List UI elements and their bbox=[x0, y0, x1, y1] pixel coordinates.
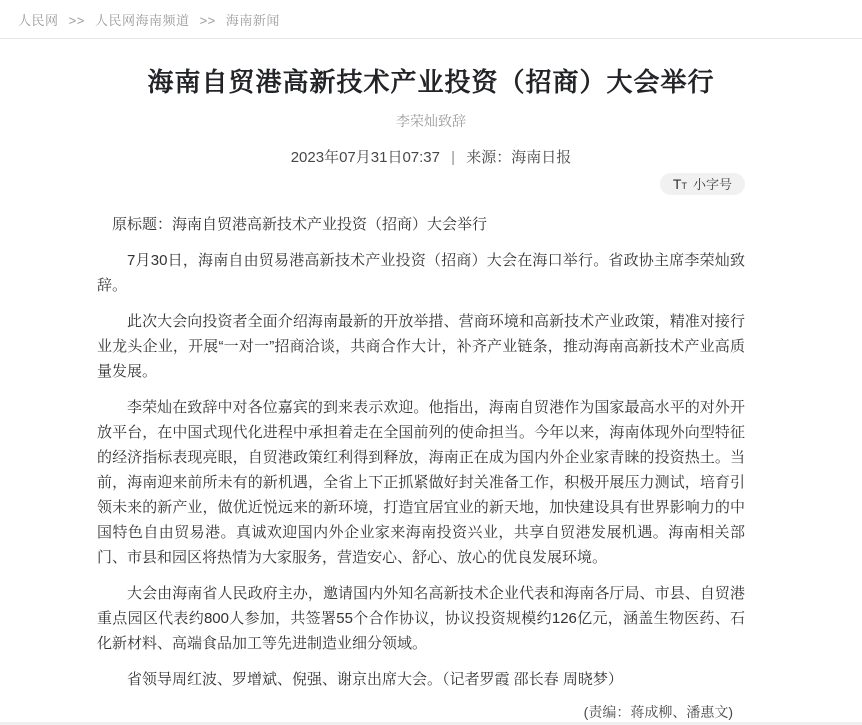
breadcrumb bbox=[0, 0, 862, 39]
meta-separator: | bbox=[451, 149, 456, 166]
article-meta bbox=[0, 146, 862, 167]
article-subtitle: 李荣灿致辞 bbox=[396, 113, 466, 129]
publish-time: 2023年07月31日07:37 bbox=[290, 149, 440, 166]
font-size-button[interactable] bbox=[660, 173, 745, 195]
font-size-icon: TT bbox=[672, 176, 687, 192]
article-content bbox=[97, 173, 745, 722]
page-title: 海南自贸港高新技术产业投资（招商）大会举行 bbox=[147, 67, 715, 97]
article-paragraph-2: 此次大会向投资者全面介绍海南最新的开放举措、营商环境和高新技术产业政策，精准对接行业龙头企业，开展“一对一”招商洽谈，共商合作大计，补齐产业链条，推动海南高新技术产业高质量发展。 bbox=[97, 313, 745, 380]
breadcrumb-link-hainan-channel[interactable]: 人民网海南频道 bbox=[94, 13, 190, 28]
original-title-line: 原标题：海南自贸港高新技术产业投资（招商）大会举行 bbox=[112, 216, 488, 233]
article-paragraph-3: 李荣灿在致辞中对各位嘉宾的到来表示欢迎。他指出，海南自贸港作为国家最高水平的对外开放平台，在中国式现代化进程中承担着走在全国前列的使命担当。今年以来，海南体现外向型特征的经济指标表现亮眼，自贸港政策红利得到释放，海南正在成为国内外企业家青睐的投资热土。当前，海南迎来前所未有的新机遇，全省上下正抓紧做好封关准备工作，积极开展压力测试，培育引领未来的新产业，做优近悦远来的新环境，打造宜居宜业的新天地，加快建设具有世界影响力的中国特色自由贸易港。真诚欢迎国内外企业家来海南投资兴业，共享自贸港发展机遇。海南相关部门、市县和园区将热情为大家服务，营造安心、舒心、放心的优良发展环境。 bbox=[97, 399, 745, 566]
article-paragraph-5: 省领导周红波、罗增斌、倪强、谢京出席大会。（记者罗霞 邵长春 周晓梦） bbox=[127, 671, 623, 688]
source-label: 来源： bbox=[466, 149, 512, 166]
article-paragraph-1: 7月30日，海南自由贸易港高新技术产业投资（招商）大会在海口举行。省政协主席李荣灿致辞。 bbox=[97, 252, 745, 294]
font-size-label: 小字号 bbox=[692, 176, 732, 192]
article-toolbar bbox=[97, 173, 745, 197]
editor-note: (责编：蒋成柳、潘惠文) bbox=[583, 704, 733, 720]
article-paragraph-4: 大会由海南省人民政府主办，邀请国内外知名高新技术企业代表和海南各厅局、市县、自贸港重点园区代表约800人参加，共签署55个合作协议，协议投资规模约126亿元，涵盖生物医药、石化新材料、高端食品加工等先进制造业细分领域。 bbox=[97, 585, 745, 652]
breadcrumb-separator: >> bbox=[199, 13, 216, 28]
breadcrumb-link-people-net[interactable]: 人民网 bbox=[18, 13, 59, 28]
source-link[interactable]: 海南日报 bbox=[511, 149, 572, 166]
article-header bbox=[0, 66, 862, 167]
breadcrumb-separator: >> bbox=[68, 13, 85, 28]
breadcrumb-link-hainan-news[interactable]: 海南新闻 bbox=[225, 13, 280, 28]
